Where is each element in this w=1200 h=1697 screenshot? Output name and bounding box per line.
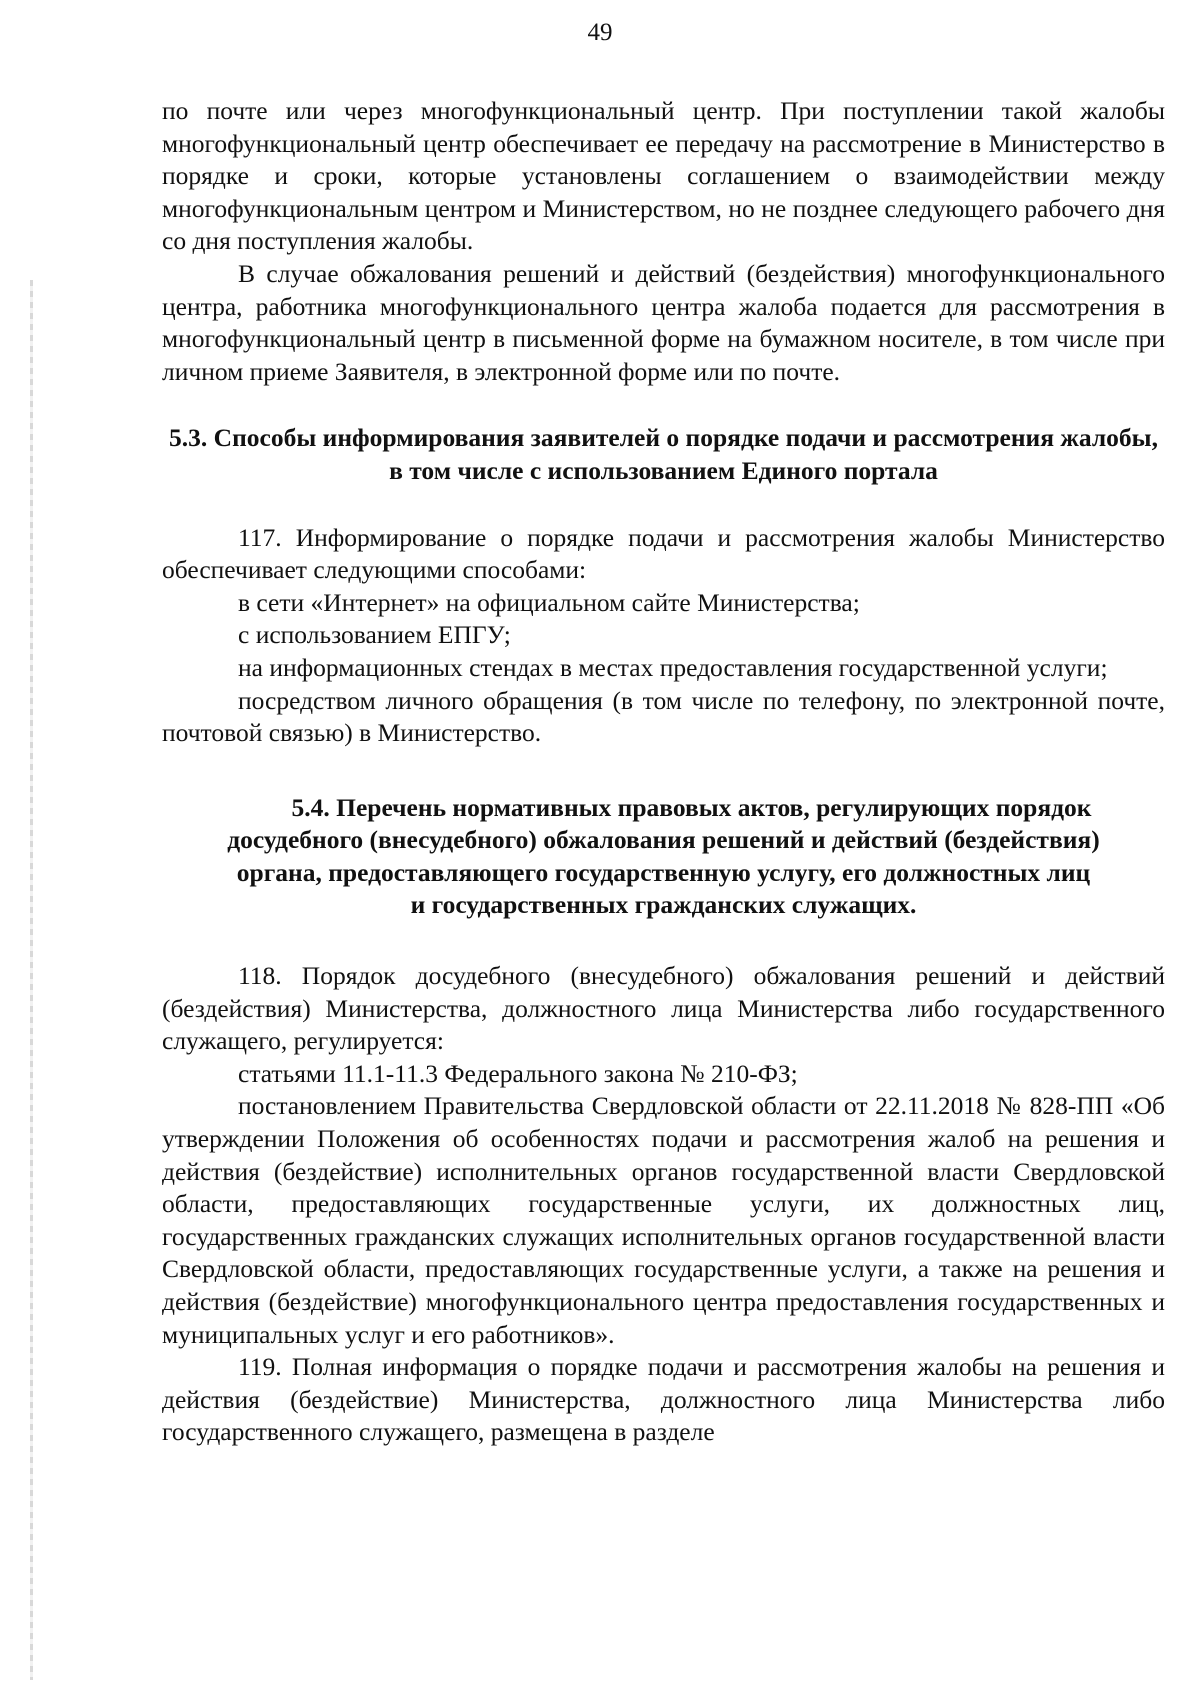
section-5-3-title: 5.3. Способы информирования заявителей о порядке подачи и рассмотрения жалобы, в том числе с использованием Единого портала	[169, 423, 1158, 485]
item-117-method-internet: в сети «Интернет» на официальном сайте Министерства;	[238, 587, 860, 617]
scan-edge-mark	[30, 280, 33, 1680]
item-118-resolution-828: постановлением Правительства Свердловской области от 22.11.2018 № 828-ПП «Об утверждении Положения об особенностях подачи и рассмотрения жалоб на решения и действия (бездействие) исполнительных органов государственной власти Свердловской области, предоставляющих государственные услуги, их должностных лиц, государственных гражданских служащих исполнительных органов государственной власти Свердловской области, предоставляющих государственные услуги, а также на решения и действия (бездействие) многофункционального центра предоставления государственных и муниципальных услуг и его работников».	[162, 1091, 1165, 1349]
paragraph-mfc-complaint: В случае обжалования решений и действий (бездействия) многофункционального центра, работника многофункционального центра жалоба подается для рассмотрения в многофункциональный центр в письменной форме на бумажном носителе, в том числе при личном приеме Заявителя, в электронной форме или по почте.	[162, 258, 1165, 386]
section-5-4-title-line-2: досудебного (внесудебного) обжалования решений и действий (бездействия)	[227, 825, 1100, 855]
item-117-method-stands: на информационных стендах в местах предоставления государственной услуги;	[238, 652, 1108, 682]
item-117: 117. Информирование о порядке подачи и рассмотрения жалобы Министерство обеспечивает следующими способами:	[162, 522, 1165, 585]
section-5-4-title-line-3: органа, предоставляющего государственную услугу, его должностных лиц	[236, 857, 1091, 887]
item-118-law-210: статьями 11.1-11.3 Федерального закона № 210-ФЗ;	[238, 1058, 798, 1088]
document-body	[162, 95, 1165, 1449]
item-119: 119. Полная информация о порядке подачи и рассмотрения жалобы на решения и действия (бездействие) Министерства, должностного лица Министерства либо государственного служащего, размещена в разделе	[162, 1352, 1165, 1447]
item-118: 118. Порядок досудебного (внесудебного) обжалования решений и действий (бездействия) Министерства, должностного лица Министерства либо государственного служащего, регулируется:	[162, 961, 1165, 1056]
section-5-4-title-line-1: 5.4. Перечень нормативных правовых актов, регулирующих порядок	[291, 792, 1092, 822]
item-117-method-personal: посредством личного обращения (в том числе по телефону, по электронной почте, почтовой связью) в Министерство.	[162, 685, 1165, 748]
paragraph-continuation: по почте или через многофункциональный центр. При поступлении такой жалобы многофункциональный центр обеспечивает ее передачу на рассмотрение в Министерство в порядке и сроки, которые установлены соглашением о взаимодействии между многофункциональным центром и Министерством, но не позднее следующего рабочего дня со дня поступления жалобы.	[162, 96, 1165, 256]
item-117-method-epgu: с использованием ЕПГУ;	[238, 620, 511, 650]
section-5-4-title	[162, 792, 1165, 922]
page-number: 49	[587, 19, 613, 46]
section-5-4-title-line-4: и государственных гражданских служащих.	[410, 890, 917, 920]
